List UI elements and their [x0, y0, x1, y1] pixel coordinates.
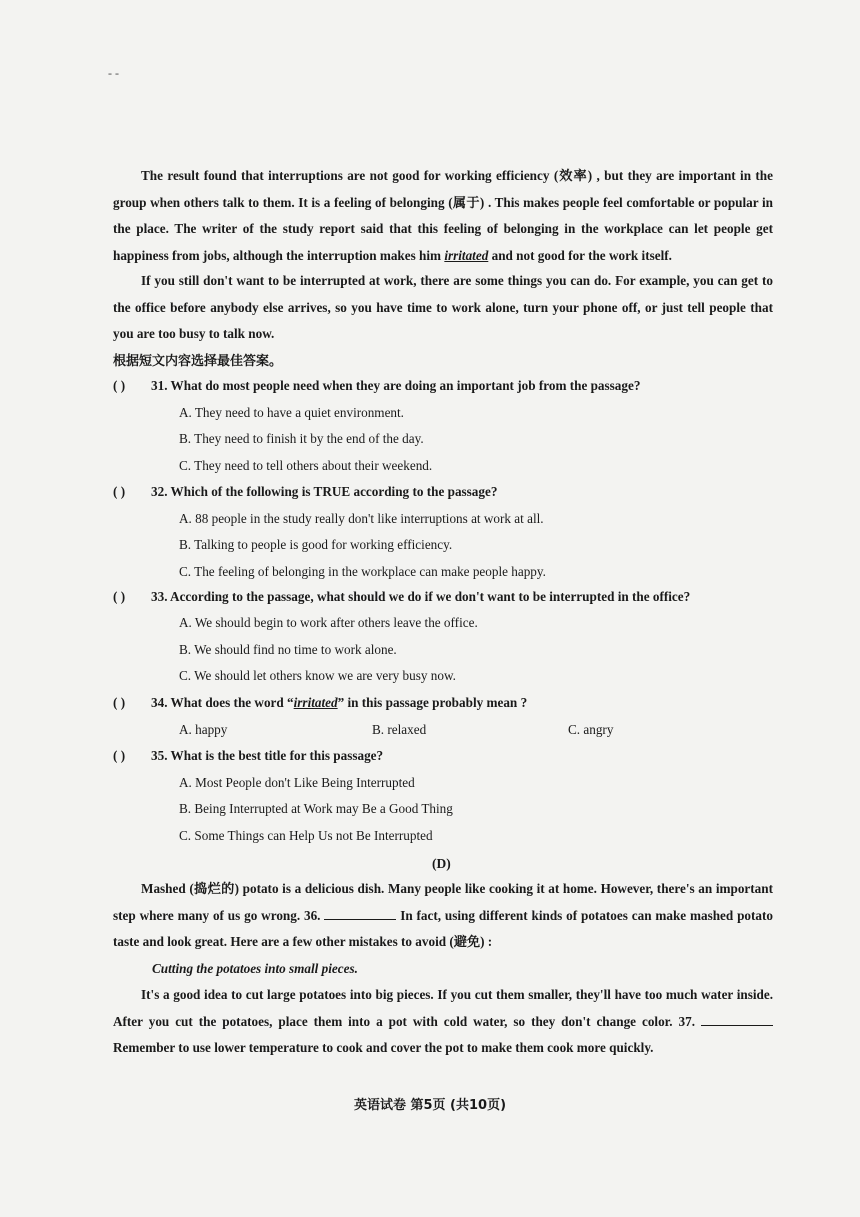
option-35-a: A. Most People don't Like Being Interrupted	[179, 775, 415, 790]
option-31-b: B. They need to finish it by the end of the day.	[179, 431, 424, 446]
passage-text: It's a good idea to cut large potatoes into big pieces. If you cut them smaller, they'll have too much water inside. After you cut the potatoes, place them into a pot with cold water, so they don't change color. 37.	[113, 987, 773, 1029]
question-35	[113, 748, 773, 764]
answer-parenthesis[interactable]: ( )	[113, 484, 126, 499]
question-text: 34. What does the word “	[151, 695, 294, 710]
passage-text: Mashed (捣烂的) potato is a delicious dish. Many people like cooking it at home. However, there's an important step where many of us go wrong. 36.	[113, 881, 773, 923]
answer-parenthesis[interactable]: ( )	[113, 695, 126, 710]
passage-d-paragraph-2	[113, 982, 773, 1062]
page-footer: 英语试卷 第5页 (共10页)	[353, 1098, 507, 1113]
passage-d-paragraph-1	[113, 876, 773, 956]
answer-parenthesis[interactable]: ( )	[113, 589, 126, 604]
option-31-a: A. They need to have a quiet environment.	[179, 405, 404, 420]
passage-text: In fact, using different kinds of potatoes can make mashed potato taste and look great. Here are a few other mistakes to avoid (避免) :	[113, 907, 773, 949]
question-text: 32. Which of the following is TRUE according to the passage?	[151, 484, 498, 499]
question-text: 35. What is the best title for this passage?	[151, 748, 384, 763]
question-32	[113, 484, 773, 500]
option-34-a: A. happy	[179, 722, 228, 737]
keyword-irritated: irritated	[293, 695, 338, 710]
instruction-heading: 根据短文内容选择最佳答案。	[113, 354, 283, 369]
option-33-a: A. We should begin to work after others leave the office.	[179, 615, 478, 630]
option-32-a: A. 88 people in the study really don't like interruptions at work at all.	[179, 511, 544, 526]
passage-text: If you still don't want to be interrupted at work, there are some things you can do. For example, you can get to the office before anybody else arrives, so you have time to work alone, turn your phone off, or just tell people that you are too busy to talk now.	[113, 273, 773, 341]
answer-parenthesis[interactable]: ( )	[113, 378, 126, 393]
question-text: ” in this passage probably mean ?	[337, 695, 528, 710]
passage-text: The result found that interruptions are not good for working efficiency (效率) , but they are important in the group when others talk to them. It is a feeling of belonging (属于) . This makes people feel comfortable or popular in the place. The writer of the study report said that this feeling of belonging in the workplace can let people get happiness from jobs, although the interruption makes him	[113, 168, 773, 263]
passage-text: and not good for the work itself.	[488, 247, 672, 263]
subheading: Cutting the potatoes into small pieces.	[152, 961, 358, 976]
passage-text: Remember to use lower temperature to cook and cover the pot to make them cook more quickly.	[113, 1040, 654, 1055]
option-32-c: C. The feeling of belonging in the workplace can make people happy.	[179, 564, 546, 579]
option-34-c: C. angry	[568, 722, 614, 737]
answer-parenthesis[interactable]: ( )	[113, 748, 126, 763]
blank-37[interactable]	[701, 1013, 773, 1026]
option-33-c: C. We should let others know we are very busy now.	[179, 668, 456, 683]
page-corner-mark: - -	[108, 66, 119, 80]
question-31	[113, 378, 773, 394]
section-label: (D)	[432, 856, 451, 871]
option-34-b: B. relaxed	[372, 722, 427, 737]
question-text: 31. What do most people need when they are doing an important job from the passage?	[151, 378, 641, 393]
option-32-b: B. Talking to people is good for working efficiency.	[179, 537, 453, 552]
question-text: 33. According to the passage, what should we do if we don't want to be interrupted in the office?	[151, 589, 691, 604]
question-33	[113, 589, 773, 605]
option-33-b: B. We should find no time to work alone.	[179, 642, 397, 657]
blank-36[interactable]	[324, 907, 396, 920]
question-34	[113, 695, 773, 711]
option-31-c: C. They need to tell others about their weekend.	[179, 458, 433, 473]
passage-paragraph-2	[113, 268, 773, 348]
option-35-c: C. Some Things can Help Us not Be Interrupted	[179, 828, 433, 843]
passage-paragraph-1	[113, 163, 773, 269]
option-35-b: B. Being Interrupted at Work may Be a Good Thing	[179, 801, 453, 816]
keyword-irritated: irritated	[444, 247, 489, 263]
